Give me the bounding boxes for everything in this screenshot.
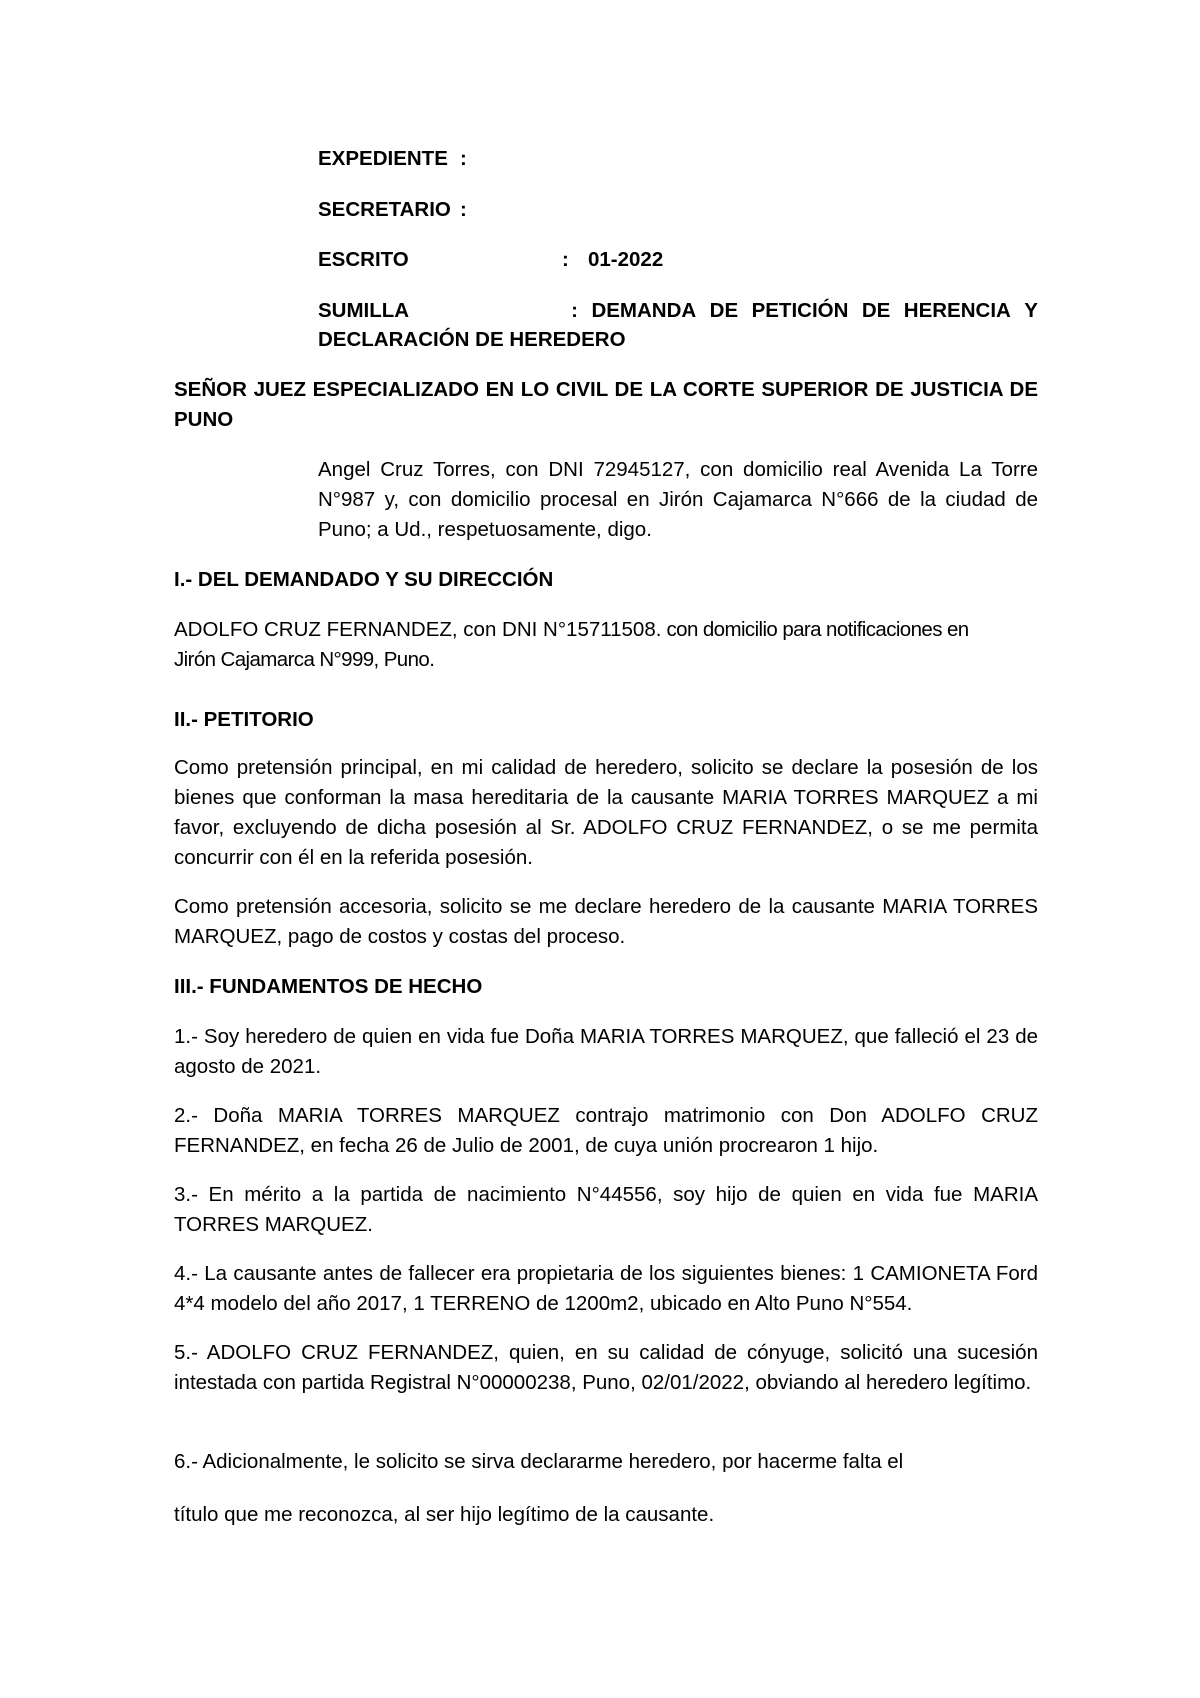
sumilla-word: DEMANDA xyxy=(591,299,697,322)
fact-item: 6.- Adicionalmente, le solicito se sirva declararme heredero, por hacerme falta el xyxy=(174,1450,904,1473)
fact-item-continuation: título que me reconozca, al ser hijo legítimo de la causante. xyxy=(174,1503,715,1526)
fact-item: 4.- La causante antes de fallecer era propietaria de los siguientes bienes: 1 CAMIONETA Ford 4*4 modelo del año 2017, 1 TERRENO de 1200m2, ubicado en Alto Puno N°554. xyxy=(174,1262,1038,1315)
sumilla-line-2: DECLARACIÓN DE HEREDERO xyxy=(318,328,626,351)
defendant-id: ADOLFO CRUZ FERNANDEZ, con DNI N°15711508. xyxy=(174,618,662,641)
sumilla-colon: : xyxy=(571,299,578,322)
defendant-address: con domicilio para notificaciones en Jirón Cajamarca N°999, Puno. xyxy=(174,618,969,671)
sumilla-line-1 xyxy=(318,296,1038,325)
escrito-colon: : xyxy=(562,248,569,271)
fact-item: 5.- ADOLFO CRUZ FERNANDEZ, quien, en su calidad de cónyuge, solicitó una sucesión intestada con partida Registral N°00000238, Puno, 02/01/2022, obviando al heredero legítimo. xyxy=(174,1341,1038,1394)
fact-item: 1.- Soy heredero de quien en vida fue Doña MARIA TORRES MARQUEZ, que falleció el 23 de agosto de 2021. xyxy=(174,1025,1038,1078)
secretario-label: SECRETARIO xyxy=(318,198,451,221)
sumilla-block xyxy=(318,296,1038,354)
expediente-label: EXPEDIENTE xyxy=(318,147,448,170)
introduction: Angel Cruz Torres, con DNI 72945127, con domicilio real Avenida La Torre N°987 y, con domicilio procesal en Jirón Cajamarca N°666 de la ciudad de Puno; a Ud., respetuosamente, digo. xyxy=(318,458,1038,541)
sumilla-word: DE xyxy=(861,299,891,322)
section-2-title: II.- PETITORIO xyxy=(174,708,314,731)
section-1-text xyxy=(174,615,1014,675)
escrito-value: 01-2022 xyxy=(588,248,664,271)
secretario-colon: : xyxy=(460,198,467,221)
petitorio-paragraph-2: Como pretensión accesoria, solicito se me declare heredero de la causante MARIA TORRES MARQUEZ, pago de costos y costas del proceso. xyxy=(174,895,1038,948)
fact-item: 3.- En mérito a la partida de nacimiento N°44556, soy hijo de quien en vida fue MARIA TORRES MARQUEZ. xyxy=(174,1183,1038,1236)
addressee: SEÑOR JUEZ ESPECIALIZADO EN LO CIVIL DE LA CORTE SUPERIOR DE JUSTICIA DE PUNO xyxy=(174,378,1038,431)
sumilla-word: PETICIÓN xyxy=(751,299,849,322)
sumilla-word: DE xyxy=(709,299,739,322)
sumilla-label: SUMILLA xyxy=(318,299,410,322)
petitorio-paragraph-1: Como pretensión principal, en mi calidad de heredero, solicito se declare la posesión de los bienes que conforman la masa hereditaria de la causante MARIA TORRES MARQUEZ a mi favor, excluyendo de dicha posesión al Sr. ADOLFO CRUZ FERNANDEZ, o se me permita concurrir con él en la referida posesión. xyxy=(174,756,1038,869)
expediente-colon: : xyxy=(460,147,467,170)
escrito-label: ESCRITO xyxy=(318,248,409,271)
sumilla-label-group xyxy=(318,296,578,325)
sumilla-word: HERENCIA xyxy=(903,299,1011,322)
section-1-title: I.- DEL DEMANDADO Y SU DIRECCIÓN xyxy=(174,568,554,591)
fact-item: 2.- Doña MARIA TORRES MARQUEZ contrajo matrimonio con Don ADOLFO CRUZ FERNANDEZ, en fecha 26 de Julio de 2001, de cuya unión procrearon 1 hijo. xyxy=(174,1104,1038,1157)
sumilla-word: Y xyxy=(1024,299,1038,322)
section-3-title: III.- FUNDAMENTOS DE HECHO xyxy=(174,975,483,998)
